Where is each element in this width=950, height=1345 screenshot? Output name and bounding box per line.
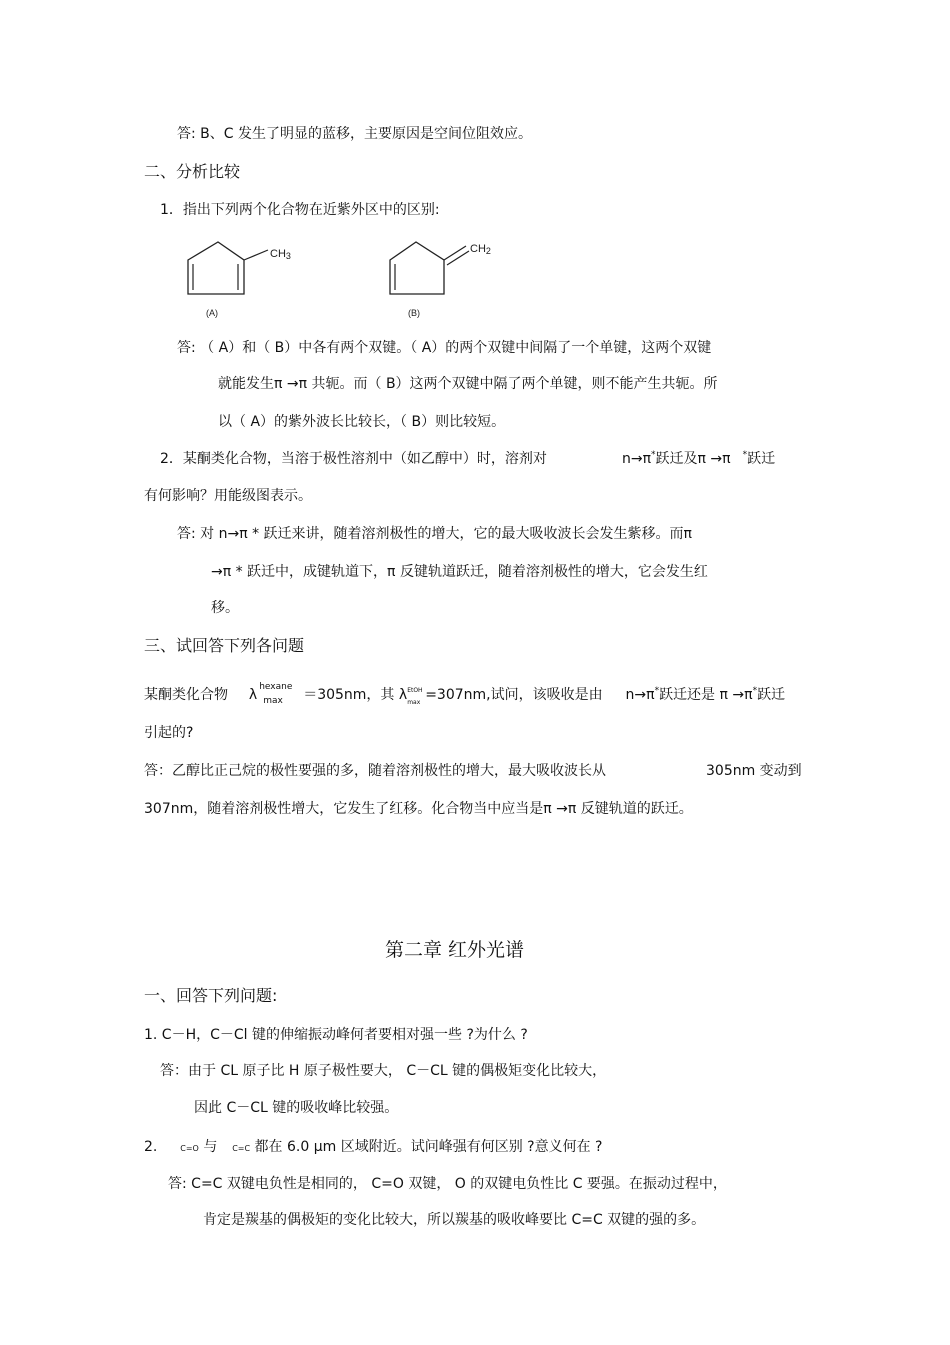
- ch2-answer-1-line-1: 答：由于 CL 原子比 H 原子极性要大， C－CL 键的偶极矩变化比较大，: [160, 1063, 607, 1079]
- structure-b-diagram: [380, 236, 510, 326]
- question-1: 1．指出下列两个化合物在近紫外区中的区别:: [160, 202, 440, 218]
- structure-a-label: (A): [206, 308, 218, 318]
- section-3-title: 三、试回答下列各问题: [144, 636, 305, 655]
- question-3-line-2: 引起的?: [144, 725, 194, 741]
- cc-bond-symbol: C=C: [232, 1144, 251, 1153]
- answer-bc-line: 答: B、C 发生了明显的蓝移，主要原因是空间位阻效应。: [177, 126, 532, 142]
- question-2-n-pi: n→π*跃迁及π →π *跃迁: [622, 450, 776, 467]
- structure-b-group: CH2: [470, 243, 491, 256]
- chapter-2-section-1: 一、回答下列问题:: [144, 986, 278, 1005]
- question-2-line-2: 有何影响？用能级图表示。: [144, 488, 312, 504]
- answer-1-line-2: 就能发生π →π 共轭。而（ B）这两个双键中隔了两个单键，则不能产生共轭。所: [218, 376, 718, 392]
- question-3-line-1: 某酮类化合物 λ hexane max ＝305nm，其 λ EtOH max =307nm,试问，该吸收是由 n→π*跃迁还是 π →π*跃迁: [144, 682, 786, 706]
- answer-1-line-3: 以（ A）的紫外波长比较长，（ B）则比较短。: [218, 414, 506, 430]
- chapter-2-title: 第二章 红外光谱: [385, 939, 525, 961]
- answer-3-line-1a: 答：乙醇比正己烷的极性要强的多，随着溶剂极性的增大，最大吸收波长从: [144, 763, 606, 779]
- answer-2-line-1: 答: 对 n→π * 跃迁来讲，随着溶剂极性的增大，它的最大吸收波长会发生紫移。而π: [177, 526, 692, 542]
- ch2-answer-2-line-2: 肯定是羰基的偶极矩的变化比较大，所以羰基的吸收峰要比 C=C 双键的强的多。: [203, 1212, 706, 1228]
- answer-3-line-2: 307nm，随着溶剂极性增大，它发生了红移。化合物当中应当是π →π 反键轨道的跃迁。: [144, 801, 693, 817]
- section-2-title: 二、分析比较: [144, 162, 241, 181]
- question-2-line-1a: 2．某酮类化合物，当溶于极性溶剂中（如乙醇中）时，溶剂对: [160, 451, 547, 467]
- ch2-question-1: 1. C－H，C－Cl 键的伸缩振动峰何者要相对强一些 ?为什么 ?: [144, 1027, 528, 1043]
- answer-1-line-1: 答: （ A）和（ B）中各有两个双键。（ A）的两个双键中间隔了一个单键，这两个双键: [177, 340, 712, 356]
- structure-b-label: (B): [408, 308, 420, 318]
- answer-2-line-3: 移。: [211, 600, 239, 616]
- answer-3-line-1b: 305nm 变动到: [706, 763, 802, 779]
- ch2-answer-2-line-1: 答: C=C 双键电负性是相同的， C=O 双键， O 的双键电负性比 C 要强。在振动过程中，: [168, 1176, 727, 1192]
- structure-a-diagram: [178, 236, 308, 326]
- ch2-answer-1-line-2: 因此 C－CL 键的吸收峰比较强。: [194, 1100, 399, 1116]
- co-bond-symbol: C=O: [180, 1144, 199, 1153]
- structure-a-group: CH3: [270, 248, 291, 261]
- ch2-question-2: 2. C=O 与 C=C 都在 6.0 μm 区域附近。试问峰强有何区别 ?意义何在 ?: [144, 1139, 603, 1155]
- answer-2-line-2: →π * 跃迁中，成键轨道下，π 反键轨道跃迁，随着溶剂极性的增大，它会发生红: [211, 564, 708, 580]
